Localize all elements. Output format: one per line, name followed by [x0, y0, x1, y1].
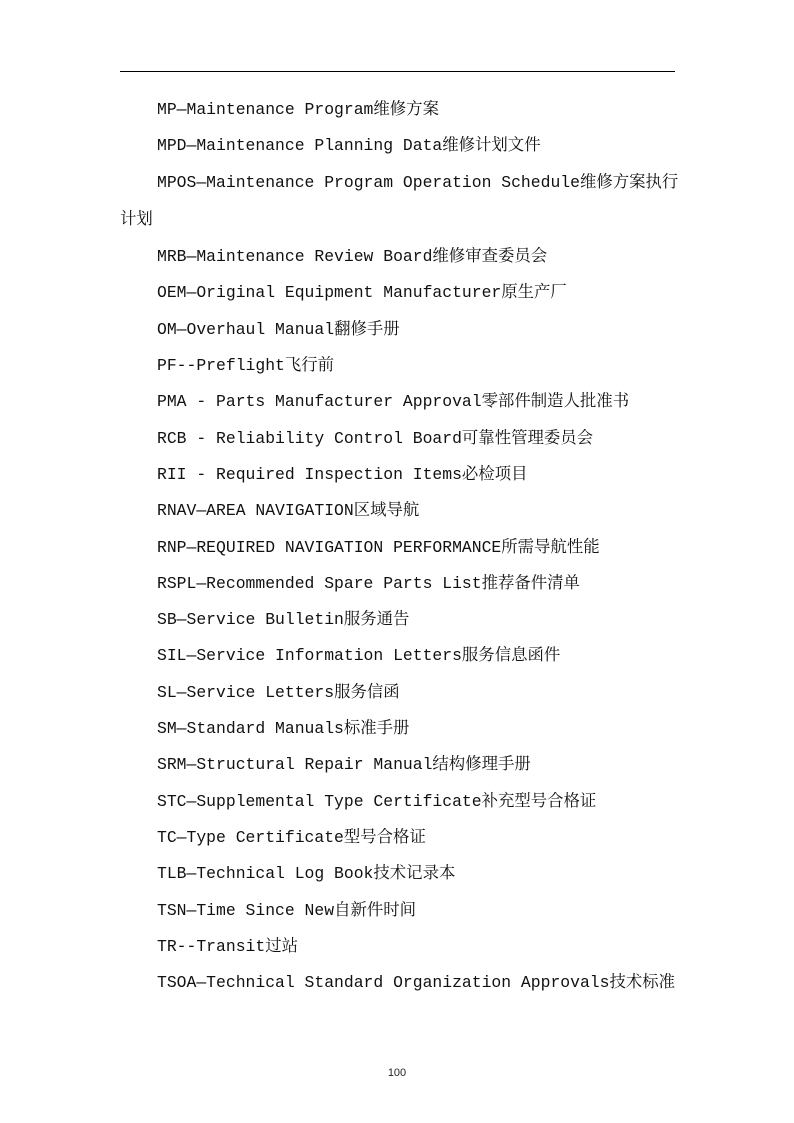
entry-translation: 服务通告	[343, 609, 410, 629]
entry-translation: 结构修理手册	[432, 754, 531, 774]
entry-term: MPOS—Maintenance Program Operation Schedule	[157, 172, 580, 192]
entry-term: RII - Required Inspection Items	[157, 464, 462, 484]
entry-term: PF--Preflight	[157, 356, 285, 376]
glossary-entry	[120, 347, 680, 383]
page-number: 100	[387, 1067, 407, 1079]
glossary-entry	[120, 492, 680, 528]
glossary-entry	[120, 601, 680, 637]
glossary-entry	[120, 928, 680, 964]
entry-translation: 飞行前	[284, 355, 335, 375]
entry-term: MRB—Maintenance Review Board	[157, 247, 433, 267]
entry-translation: 服务信息函件	[461, 645, 561, 665]
glossary-entry	[120, 164, 680, 239]
entry-translation: 自新件时间	[334, 899, 417, 919]
entry-translation: 推荐备件清单	[481, 572, 580, 592]
entry-term: STC—Supplemental Type Certificate	[157, 791, 482, 811]
entry-term: TR--Transit	[157, 936, 266, 956]
glossary-entry	[120, 746, 680, 782]
entry-translation: 原生产厂	[501, 282, 567, 302]
entry-term: RSPL—Recommended Spare Parts List	[157, 573, 482, 593]
entry-translation: 技术标准	[609, 972, 676, 992]
entry-translation: 技术记录本	[373, 863, 456, 883]
entry-term: RCB - Reliability Control Board	[157, 428, 462, 448]
entry-translation: 补充型号合格证	[481, 790, 597, 810]
glossary-entry	[120, 127, 680, 163]
entry-translation: 维修审查委员会	[432, 246, 548, 266]
entry-term: TSOA—Technical Standard Organization Approvals	[157, 973, 610, 993]
entry-term: SRM—Structural Repair Manual	[157, 755, 433, 775]
entry-translation: 过站	[265, 935, 298, 955]
entry-translation: 维修计划文件	[442, 135, 541, 155]
glossary-entry	[120, 274, 680, 310]
glossary-entry	[120, 674, 680, 710]
entry-term: OM—Overhaul Manual	[157, 319, 335, 339]
glossary-entry	[120, 892, 680, 928]
entry-term: TC—Type Certificate	[157, 827, 344, 847]
entry-translation: 标准手册	[343, 718, 410, 738]
glossary-entry	[120, 311, 680, 347]
entry-term: SM—Standard Manuals	[157, 719, 344, 739]
entry-term: MP—Maintenance Program	[157, 100, 374, 119]
entry-translation: 型号合格证	[343, 826, 426, 846]
entry-translation: 必检项目	[461, 463, 528, 483]
entry-translation: 可靠性管理委员会	[461, 427, 594, 447]
glossary-entry	[120, 637, 680, 673]
header-rule	[120, 71, 675, 72]
entry-term: TSN—Time Since New	[157, 900, 335, 920]
entry-translation: 零部件制造人批准书	[481, 391, 630, 411]
glossary-entry	[120, 529, 680, 565]
entry-term: SIL—Service Information Letters	[157, 646, 462, 666]
glossary-entry	[120, 456, 680, 492]
entry-translation: 区域导航	[353, 500, 420, 520]
glossary-entry	[120, 783, 680, 819]
glossary-entry	[120, 710, 680, 746]
entry-term: RNP—REQUIRED NAVIGATION PERFORMANCE	[157, 537, 502, 557]
glossary-entry	[120, 964, 680, 1000]
entry-term: RNAV—AREA NAVIGATION	[157, 501, 354, 521]
entry-term: OEM—Original Equipment Manufacturer	[157, 283, 502, 303]
entry-translation: 维修方案执行计划	[120, 171, 679, 228]
entry-term: PMA - Parts Manufacturer Approval	[157, 392, 482, 412]
glossary-entry	[120, 819, 680, 855]
glossary-entry	[120, 565, 680, 601]
glossary-entry	[120, 238, 680, 274]
glossary-entry	[120, 91, 680, 127]
entry-translation: 所需导航性能	[501, 536, 600, 556]
glossary-list	[120, 91, 680, 1000]
entry-translation: 服务信函	[334, 681, 400, 701]
glossary-entry	[120, 420, 680, 456]
entry-translation: 翻修手册	[334, 318, 400, 338]
entry-term: SB—Service Bulletin	[157, 610, 344, 630]
entry-term: MPD—Maintenance Planning Data	[157, 136, 443, 156]
glossary-entry	[120, 855, 680, 891]
entry-translation: 维修方案	[373, 99, 439, 118]
entry-term: TLB—Technical Log Book	[157, 864, 374, 884]
glossary-entry	[120, 383, 680, 419]
entry-term: SL—Service Letters	[157, 682, 335, 702]
